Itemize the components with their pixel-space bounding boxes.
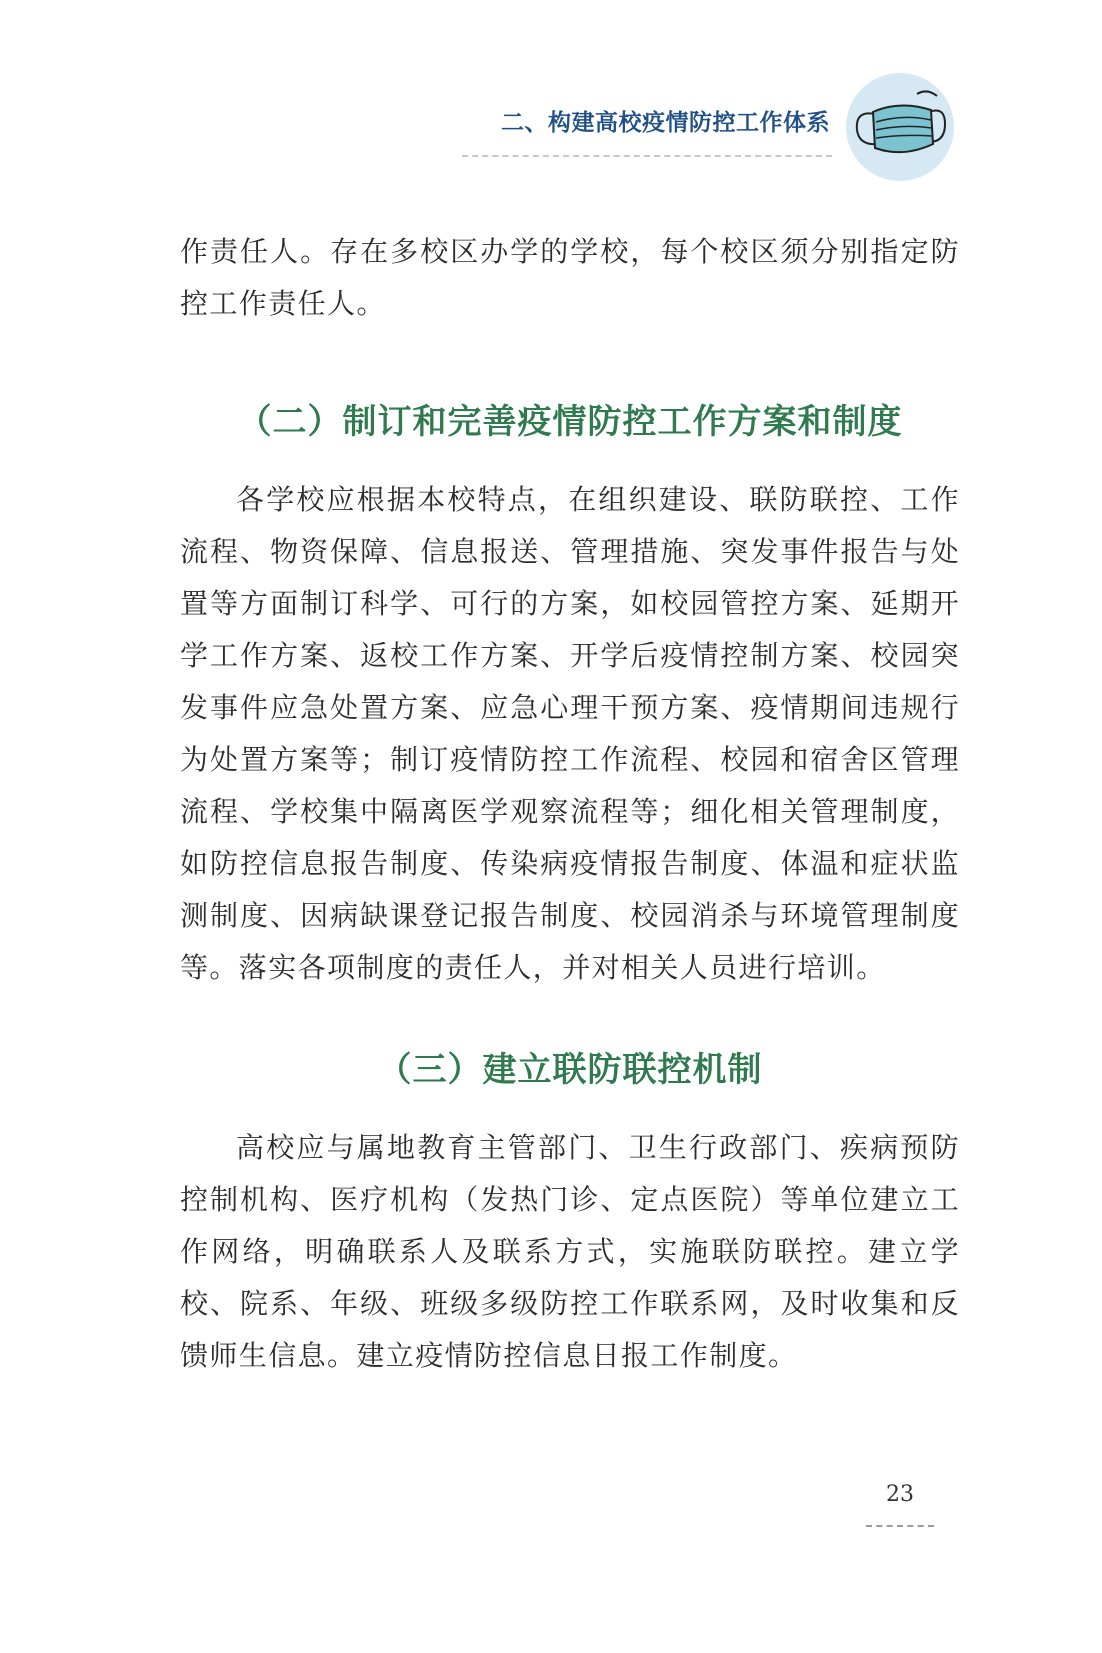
footer-dashed-rule [866, 1525, 934, 1527]
section-heading-3: （三）建立联防联控机制 [377, 1050, 763, 1090]
section-3-paragraph: 高校应与属地教育主管部门、卫生行政部门、疾病预防控制机构、医疗机构（发热门诊、定点医院）等单位建立工作网络，明确联系人及联系方式，实施联防联控。建立学校、院系、年级、班级多级防控工作联系网，及时收集和反馈师生信息。建立疫情防控信息日报工作制度。 [180, 1131, 960, 1372]
running-header: 二、构建高校疫情防控工作体系 [501, 110, 830, 136]
continuation-paragraph: 作责任人。存在多校区办学的学校，每个校区须分别指定防控工作责任人。 [180, 235, 960, 320]
section-heading-2: （二）制订和完善疫情防控工作方案和制度 [237, 402, 903, 442]
face-mask-icon [845, 72, 955, 182]
page-number: 23 [886, 1482, 914, 1507]
header-dashed-rule [462, 155, 832, 157]
section-2-paragraph: 各学校应根据本校特点，在组织建设、联防联控、工作流程、物资保障、信息报送、管理措施、突发事件报告与处置等方面制订科学、可行的方案，如校园管控方案、延期开学工作方案、返校工作方案、开学后疫情控制方案、校园突发事件应急处置方案、应急心理干预方案、疫情期间违规行为处置方案等；制订疫情防控工作流程、校园和宿舍区管理流程、学校集中隔离医学观察流程等；细化相关管理制度，如防控信息报告制度、传染病疫情报告制度、体温和症状监测制度、因病缺课登记报告制度、校园消杀与环境管理制度等。落实各项制度的责任人，并对相关人员进行培训。 [180, 483, 960, 984]
